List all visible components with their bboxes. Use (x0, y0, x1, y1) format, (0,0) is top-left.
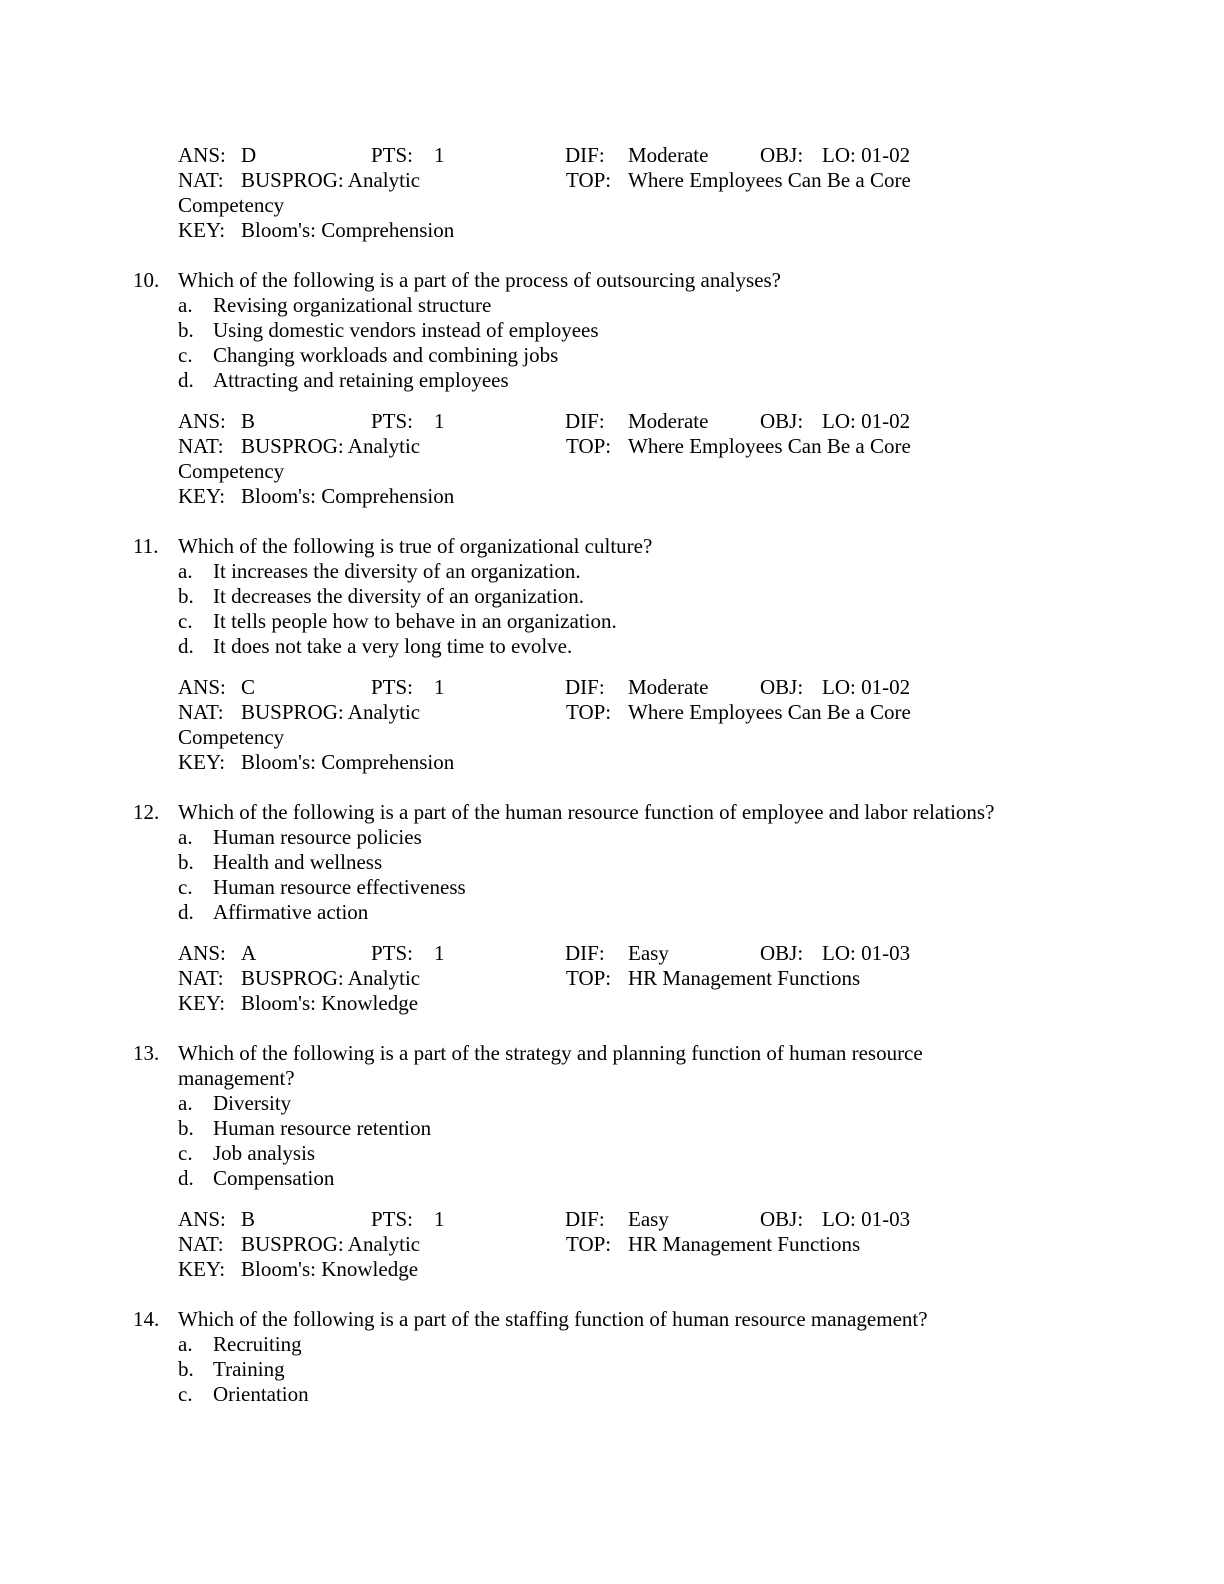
question-10-option-a (0, 293, 1224, 318)
option-text: It does not take a very long time to evolve. (213, 634, 573, 658)
ans-label: ANS: (178, 1207, 226, 1231)
question-13-option-b (0, 1116, 1224, 1141)
option-letter: b. (178, 1116, 194, 1140)
option-letter: b. (178, 1357, 194, 1381)
ans-label: ANS: (178, 143, 226, 167)
option-letter: a. (178, 825, 193, 849)
difficulty-value: Moderate (628, 409, 709, 433)
key-label: KEY: (178, 991, 226, 1015)
national-standard-value: BUSPROG: Analytic (241, 1232, 421, 1256)
key-label: KEY: (178, 750, 226, 774)
difficulty-value: Moderate (628, 143, 709, 167)
option-text: Changing workloads and combining jobs (213, 343, 559, 367)
objective-value: LO: 01-03 (822, 1207, 911, 1231)
question-11-option-c (0, 609, 1224, 634)
option-letter: b. (178, 850, 194, 874)
question-13-option-c (0, 1141, 1224, 1166)
question-12-meta-key-row (0, 991, 1224, 1016)
top-label: TOP: (566, 1232, 612, 1256)
option-text: Diversity (213, 1091, 292, 1115)
option-text: Job analysis (213, 1141, 316, 1165)
option-letter: c. (178, 343, 193, 367)
option-letter: d. (178, 1166, 194, 1190)
pts-label: PTS: (371, 1207, 414, 1231)
question-number: 14. (133, 1307, 160, 1331)
question-13-meta-key-row (0, 1257, 1224, 1282)
dif-label: DIF: (565, 409, 605, 433)
option-text: Orientation (213, 1382, 309, 1406)
option-letter: c. (178, 1382, 193, 1406)
answer-value: A (241, 941, 257, 965)
question-12-option-c (0, 875, 1224, 900)
key-value: Bloom's: Comprehension (241, 218, 455, 242)
national-standard-value: BUSPROG: Analytic (241, 700, 421, 724)
dif-label: DIF: (565, 941, 605, 965)
question-text: Which of the following is a part of the staffing function of human resource management? (178, 1307, 928, 1331)
option-text: Health and wellness (213, 850, 383, 874)
question-13-option-a (0, 1091, 1224, 1116)
key-value: Bloom's: Knowledge (241, 1257, 419, 1281)
q9-meta-row-1 (0, 143, 1224, 168)
pts-label: PTS: (371, 941, 414, 965)
option-text: Using domestic vendors instead of employees (213, 318, 599, 342)
option-text: Revising organizational structure (213, 293, 492, 317)
obj-label: OBJ: (760, 941, 804, 965)
points-value: 1 (434, 1207, 445, 1231)
question-text: Which of the following is a part of the strategy and planning function of human resource (178, 1041, 923, 1065)
option-letter: c. (178, 1141, 193, 1165)
question-11-meta-row-1 (0, 675, 1224, 700)
national-standard-value: BUSPROG: Analytic (241, 966, 421, 990)
option-text: Compensation (213, 1166, 335, 1190)
topic-continuation: Competency (178, 725, 285, 749)
question-13-option-d (0, 1166, 1224, 1191)
topic-value: Where Employees Can Be a Core (628, 168, 911, 192)
q9-meta-continuation (0, 193, 1224, 218)
objective-value: LO: 01-02 (822, 409, 911, 433)
points-value: 1 (434, 143, 445, 167)
topic-value: Where Employees Can Be a Core (628, 700, 911, 724)
option-letter: a. (178, 559, 193, 583)
topic-continuation: Competency (178, 459, 285, 483)
top-label: TOP: (566, 966, 612, 990)
q9-meta-row-2 (0, 168, 1224, 193)
option-text: It decreases the diversity of an organization. (213, 584, 585, 608)
option-letter: a. (178, 1091, 193, 1115)
nat-label: NAT: (178, 700, 224, 724)
question-10-meta-row-1 (0, 409, 1224, 434)
ans-label: ANS: (178, 675, 226, 699)
obj-label: OBJ: (760, 409, 804, 433)
question-number: 13. (133, 1041, 160, 1065)
question-11-stem (0, 534, 1224, 559)
ans-label: ANS: (178, 409, 226, 433)
difficulty-value: Easy (628, 1207, 669, 1231)
points-value: 1 (434, 675, 445, 699)
question-14-option-b (0, 1357, 1224, 1382)
pts-label: PTS: (371, 675, 414, 699)
top-label: TOP: (566, 700, 612, 724)
topic-continuation: Competency (178, 193, 285, 217)
option-text: Human resource effectiveness (213, 875, 466, 899)
dif-label: DIF: (565, 675, 605, 699)
dif-label: DIF: (565, 143, 605, 167)
obj-label: OBJ: (760, 675, 804, 699)
ans-label: ANS: (178, 941, 226, 965)
option-text: It tells people how to behave in an organization. (213, 609, 617, 633)
option-text: Attracting and retaining employees (213, 368, 509, 392)
topic-value: HR Management Functions (628, 966, 861, 990)
question-text: Which of the following is true of organizational culture? (178, 534, 653, 558)
question-10-meta-continuation (0, 459, 1224, 484)
question-number: 10. (133, 268, 160, 292)
dif-label: DIF: (565, 1207, 605, 1231)
option-text: Recruiting (213, 1332, 302, 1356)
question-11-meta-continuation (0, 725, 1224, 750)
pts-label: PTS: (371, 143, 414, 167)
question-10-stem (0, 268, 1224, 293)
option-text: Human resource policies (213, 825, 422, 849)
q9-meta-key-row (0, 218, 1224, 243)
question-11-option-d (0, 634, 1224, 659)
key-value: Bloom's: Knowledge (241, 991, 419, 1015)
question-10-option-d (0, 368, 1224, 393)
question-12-meta-row-1 (0, 941, 1224, 966)
question-13-meta-row-2 (0, 1232, 1224, 1257)
objective-value: LO: 01-02 (822, 675, 911, 699)
option-text: Human resource retention (213, 1116, 432, 1140)
question-12-meta-row-2 (0, 966, 1224, 991)
question-number: 11. (133, 534, 159, 558)
points-value: 1 (434, 941, 445, 965)
question-text: Which of the following is a part of the human resource function of employee and labor relations? (178, 800, 995, 824)
question-14-stem (0, 1307, 1224, 1332)
question-14-option-a (0, 1332, 1224, 1357)
option-text: Training (213, 1357, 285, 1381)
question-11-option-a (0, 559, 1224, 584)
key-value: Bloom's: Comprehension (241, 750, 455, 774)
difficulty-value: Moderate (628, 675, 709, 699)
question-10-option-b (0, 318, 1224, 343)
question-10-option-c (0, 343, 1224, 368)
question-12-stem (0, 800, 1224, 825)
topic-value: Where Employees Can Be a Core (628, 434, 911, 458)
nat-label: NAT: (178, 168, 224, 192)
question-13-meta-row-1 (0, 1207, 1224, 1232)
question-12-option-b (0, 850, 1224, 875)
question-11-option-b (0, 584, 1224, 609)
obj-label: OBJ: (760, 1207, 804, 1231)
question-11-meta-key-row (0, 750, 1224, 775)
key-label: KEY: (178, 1257, 226, 1281)
nat-label: NAT: (178, 1232, 224, 1256)
option-letter: a. (178, 293, 193, 317)
difficulty-value: Easy (628, 941, 669, 965)
objective-value: LO: 01-03 (822, 941, 911, 965)
question-text: Which of the following is a part of the process of outsourcing analyses? (178, 268, 782, 292)
question-10-meta-key-row (0, 484, 1224, 509)
national-standard-value: BUSPROG: Analytic (241, 434, 421, 458)
answer-value: B (241, 1207, 256, 1231)
question-11-meta-row-2 (0, 700, 1224, 725)
option-letter: c. (178, 609, 193, 633)
option-text: It increases the diversity of an organization. (213, 559, 581, 583)
top-label: TOP: (566, 168, 612, 192)
key-label: KEY: (178, 484, 226, 508)
option-letter: c. (178, 875, 193, 899)
obj-label: OBJ: (760, 143, 804, 167)
points-value: 1 (434, 409, 445, 433)
objective-value: LO: 01-02 (822, 143, 911, 167)
question-10-meta-row-2 (0, 434, 1224, 459)
option-text: Affirmative action (213, 900, 369, 924)
option-letter: a. (178, 1332, 193, 1356)
option-letter: b. (178, 318, 194, 342)
top-label: TOP: (566, 434, 612, 458)
option-letter: d. (178, 634, 194, 658)
nat-label: NAT: (178, 966, 224, 990)
question-14-option-c (0, 1382, 1224, 1407)
key-value: Bloom's: Comprehension (241, 484, 455, 508)
topic-value: HR Management Functions (628, 1232, 861, 1256)
option-letter: d. (178, 368, 194, 392)
question-13-stem-continuation (0, 1066, 1224, 1091)
question-text-continuation: management? (178, 1066, 295, 1090)
question-13-stem (0, 1041, 1224, 1066)
pts-label: PTS: (371, 409, 414, 433)
answer-value: C (241, 675, 256, 699)
option-letter: b. (178, 584, 194, 608)
answer-value: B (241, 409, 256, 433)
question-number: 12. (133, 800, 160, 824)
option-letter: d. (178, 900, 194, 924)
question-12-option-a (0, 825, 1224, 850)
nat-label: NAT: (178, 434, 224, 458)
national-standard-value: BUSPROG: Analytic (241, 168, 421, 192)
question-12-option-d (0, 900, 1224, 925)
answer-value: D (241, 143, 257, 167)
key-label: KEY: (178, 218, 226, 242)
